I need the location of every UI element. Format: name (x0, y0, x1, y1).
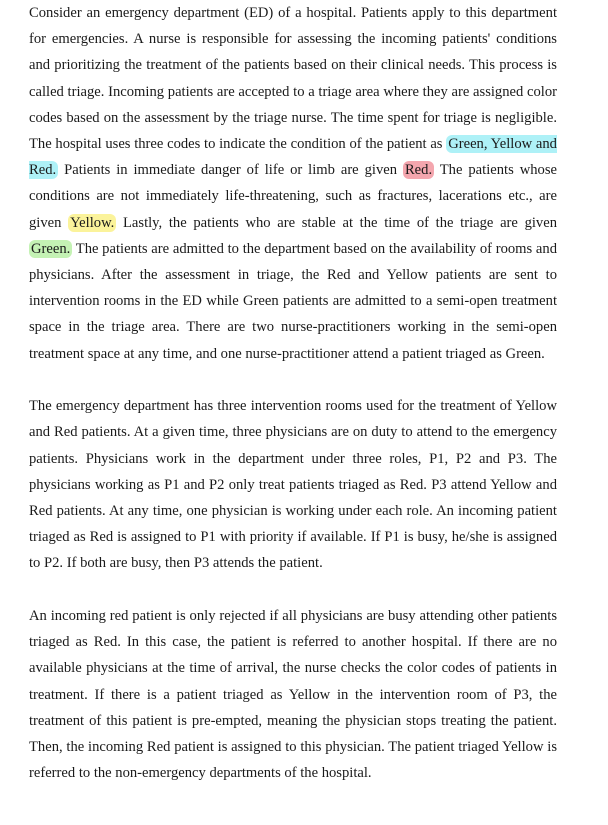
text-run: Patients in immediate danger of life or limb are given (58, 162, 403, 179)
highlight-red: Red. (404, 162, 433, 179)
highlight-green: Green. (31, 240, 71, 257)
highlight-color-codes: Green, Yellow and Red. (29, 136, 557, 179)
text-run: The patients are admitted to the department based on the availability of rooms and physicians. After the assessment in triage, the Red and Yellow patients are sent to intervention rooms in the ED while Green patients are admitted to a semi-open treatment space in the triage area. There are two nurse-practitioners working in the semi-open treatment space at any time, and one nurse-practitioner attend a patient triaged as Green. (29, 240, 557, 362)
highlight-yellow: Yellow. (70, 214, 115, 231)
text-run: Lastly, the patients who are stable at the time of the triage are given (116, 214, 557, 231)
text-run: Consider an emergency department (ED) of a hospital. Patients apply to this department for emergencies. A nurse is responsible for assessing the incoming patients' conditions and prioritizing the treatment of the patients based on their clinical needs. This process is called triage. Incoming patients are accepted to a triage area where they are assigned color codes based on the assessment by the triage nurse. The time spent for triage is negligible. The hospital uses three codes to indicate the condition of the patient as (29, 5, 557, 153)
text-run: The patients whose conditions are not immediately life-threatening, such as fractures, lacerations etc., are given (29, 162, 557, 231)
paragraph-intervention-rooms: The emergency department has three intervention rooms used for the treatment of Yellow and Red patients. At a given time, three physicians are on duty to attend to the emergency patients. Physicians work in the department under three roles, P1, P2 and P3. The physicians working as P1 and P2 only treat patients triaged as Red. P3 attend Yellow and Red patients. At any time, one physician is working under each role. An incoming patient triaged as Red is assigned to P1 with priority if available. If P1 is busy, he/she is assigned to P2. If both are busy, then P3 attends the patient. (29, 398, 557, 572)
paragraph-red-patient-rejection: An incoming red patient is only rejected if all physicians are busy attending other patients triaged as Red. In this case, the patient is referred to another hospital. If there are no available physicians at the time of arrival, the nurse checks the color codes of patients in treatment. If there is a patient triaged as Yellow in the intervention room of P3, the treatment of this patient is pre-empted, meaning the physician stops treating the patient. Then, the incoming Red patient is assigned to this physician. The patient triaged Yellow is referred to the non-emergency departments of the hospital. (29, 608, 557, 782)
paragraph-triage-intro (29, 0, 557, 367)
document-body (29, 0, 557, 786)
